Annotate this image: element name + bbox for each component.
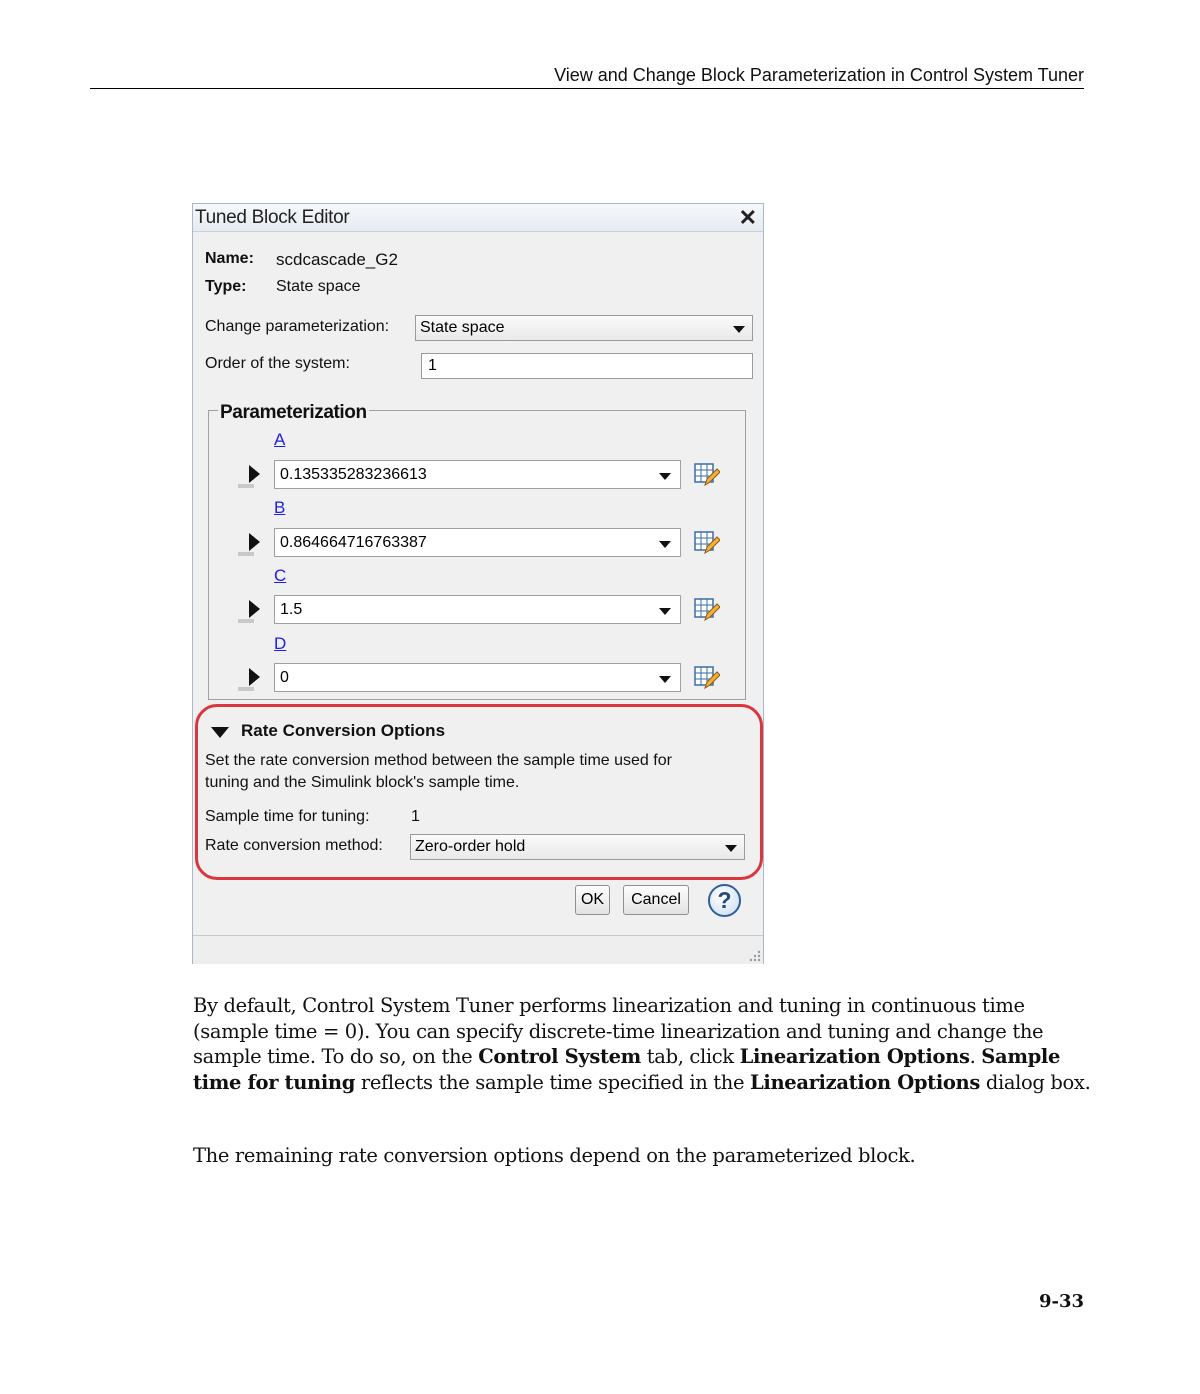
expand-arrow-icon[interactable] [249, 668, 260, 686]
collapse-arrow-icon[interactable] [211, 727, 229, 738]
rate-conversion-description-1: Set the rate conversion method between the sample time used for [205, 752, 672, 769]
ok-button[interactable]: OK [575, 885, 610, 915]
param-a-field[interactable] [274, 460, 681, 489]
body-text-bold: Sample time for tuning [193, 1045, 1060, 1094]
rate-conversion-description-2: tuning and the Simulink block's sample time. [205, 774, 520, 791]
change-parameterization-label: Change parameterization: [205, 318, 390, 335]
dialog-titlebar [193, 204, 763, 232]
param-c-link[interactable]: C [274, 566, 287, 585]
param-d-link[interactable]: D [274, 634, 287, 653]
name-label: Name: [205, 250, 254, 267]
param-a-link[interactable]: A [274, 430, 286, 449]
chevron-down-icon[interactable] [659, 676, 671, 683]
sample-time-value: 1 [411, 808, 420, 825]
page-header [90, 62, 1084, 89]
param-d-field[interactable] [274, 663, 681, 692]
body-text-segment: tab, click [640, 1045, 740, 1068]
help-icon[interactable]: ? [708, 884, 741, 917]
change-parameterization-value: State space [420, 319, 505, 336]
change-parameterization-dropdown[interactable] [415, 315, 753, 341]
type-label: Type: [205, 278, 247, 295]
chevron-down-icon [725, 845, 737, 852]
body-paragraph-1 [193, 993, 1093, 1095]
edit-table-icon[interactable] [693, 529, 720, 556]
expand-arrow-icon[interactable] [249, 600, 260, 618]
rate-conversion-title[interactable]: Rate Conversion Options [241, 721, 446, 740]
expander-shadow [238, 484, 254, 488]
chevron-down-icon [733, 326, 745, 333]
header-title: View and Change Block Parameterization in Control System Tuner [554, 65, 1084, 85]
order-label: Order of the system: [205, 355, 350, 372]
param-b-link[interactable]: B [274, 498, 286, 517]
rate-conversion-method-value: Zero-order hold [415, 838, 526, 855]
rate-conversion-method-label: Rate conversion method: [205, 837, 383, 854]
body-text-bold: Linearization Options [750, 1070, 980, 1094]
body-text-bold: Linearization Options [739, 1045, 970, 1068]
cancel-button[interactable]: Cancel [623, 885, 689, 915]
param-d-value: 0 [280, 669, 289, 686]
expander-shadow [238, 619, 254, 623]
chevron-down-icon[interactable] [659, 541, 671, 548]
expand-arrow-icon[interactable] [249, 533, 260, 551]
body-text-segment: reflects the sample time specified in the [355, 1070, 751, 1094]
expand-arrow-icon[interactable] [249, 465, 260, 483]
sample-time-label: Sample time for tuning: [205, 808, 370, 825]
edit-table-icon[interactable] [693, 596, 720, 623]
status-bar [193, 935, 763, 964]
edit-table-icon[interactable] [693, 664, 720, 691]
order-value: 1 [428, 357, 437, 374]
page-number: 9-33 [1038, 1291, 1084, 1312]
body-text-segment: By default, Control System Tuner performs linearization and tuning in continuous time (sample time = 0). You can specify discrete-time linearization and tuning and change the sample time. To do so, on the [193, 994, 1044, 1068]
name-value: scdcascade_G2 [276, 250, 398, 269]
dialog-title: Tuned Block Editor [195, 207, 350, 228]
edit-table-icon[interactable] [693, 461, 720, 488]
body-text-bold: Control System [478, 1045, 641, 1068]
type-value: State space [276, 278, 361, 295]
param-c-field[interactable] [274, 595, 681, 624]
chevron-down-icon[interactable] [659, 473, 671, 480]
order-field[interactable] [421, 353, 753, 379]
expander-shadow [238, 687, 254, 691]
resize-grip-icon[interactable] [747, 948, 761, 962]
body-text-segment: dialog box. [980, 1070, 1091, 1094]
param-b-value: 0.864664716763387 [280, 534, 427, 551]
param-c-value: 1.5 [280, 601, 303, 618]
param-b-field[interactable] [274, 528, 681, 557]
close-icon[interactable]: ✕ [738, 205, 757, 230]
chevron-down-icon[interactable] [659, 608, 671, 615]
rate-conversion-method-dropdown[interactable] [410, 834, 745, 860]
expander-shadow [238, 552, 254, 556]
body-paragraph-2: The remaining rate conversion options depend on the parameterized block. [193, 1144, 916, 1167]
body-text-segment: . [969, 1045, 982, 1068]
tuned-block-editor-dialog [192, 203, 764, 964]
parameterization-title: Parameterization [220, 402, 367, 423]
param-a-value: 0.135335283236613 [280, 466, 427, 483]
